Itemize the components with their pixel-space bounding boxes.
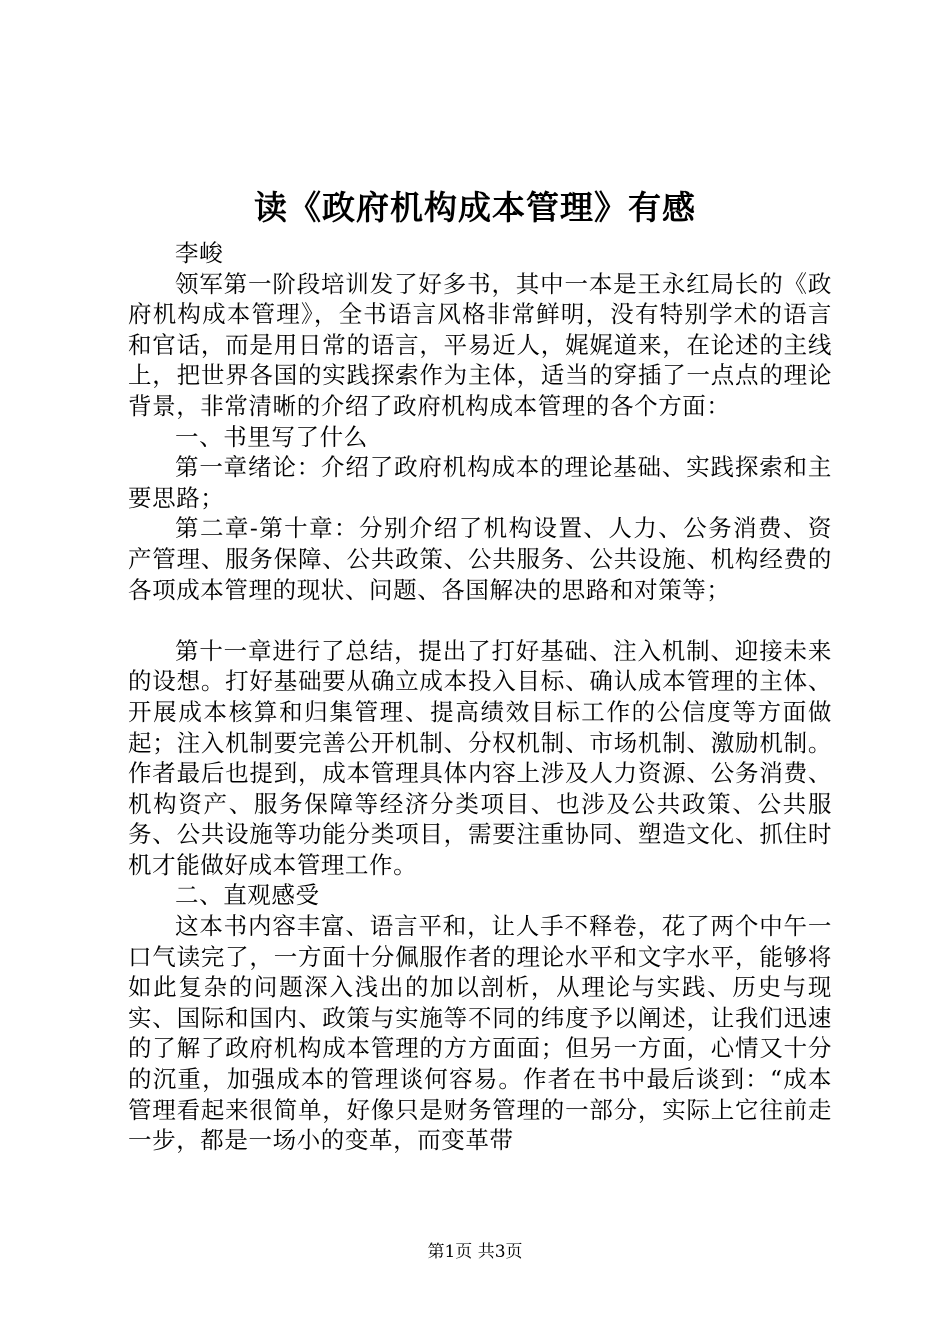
author-name: 李峻 bbox=[175, 239, 224, 267]
paragraph-chapter-11: 第十一章进行了总结，提出了打好基础、注入机制、迎接未来的设想。打好基础要从确立成本投入目标、确认成本管理的主体、开展成本核算和归集管理、提高绩效目标工作的公信度等方面做起；注入机制要完善公开机制、分权机制、市场机制、激励机制。作者最后也提到，成本管理具体内容上涉及人力资源、公务消费、机构资产、服务保障等经济分类项目、也涉及公共政策、公共服务、公共设施等功能分类项目，需要注重协同、塑造文化、抓住时机才能做好成本管理工作。 bbox=[128, 636, 832, 879]
document-body bbox=[128, 238, 832, 1156]
blank-line bbox=[128, 605, 832, 636]
section-heading-impressions: 二、直观感受 bbox=[175, 881, 320, 910]
paragraph-chapter-1: 第一章绪论：介绍了政府机构成本的理论基础、实践探索和主要思路； bbox=[128, 453, 832, 512]
page-indicator: 第1页 共3页 bbox=[427, 1242, 523, 1262]
paragraph-intro: 领军第一阶段培训发了好多书，其中一本是王永红局长的《政府机构成本管理》，全书语言风格非常鲜明，没有特别学术的语言和官话，而是用日常的语言，平易近人，娓娓道来，在论述的主线上，把世界各国的实践探索作为主体，适当的穿插了一点点的理论背景，非常清晰的介绍了政府机构成本管理的各个方面： bbox=[128, 269, 832, 420]
section-heading-contents: 一、书里写了什么 bbox=[175, 422, 368, 451]
paragraph-impressions: 这本书内容丰富、语言平和，让人手不释卷，花了两个中午一口气读完了，一方面十分佩服作者的理论水平和文字水平，能够将如此复杂的问题深入浅出的加以剖析，从理论与实践、历史与现实、国际和国内、政策与实施等不同的纬度予以阐述，让我们迅速的了解了政府机构成本管理的方方面面；但另一方面，心情又十分的沉重，加强成本的管理谈何容易。作者在书中最后谈到：“成本管理看起来很简单，好像只是财务管理的一部分，实际上它往前走一步，都是一场小的变革，而变革带 bbox=[128, 912, 832, 1155]
document-title: 读《政府机构成本管理》有感 bbox=[254, 188, 696, 227]
paragraph-chapter-2-10: 第二章-第十章：分别介绍了机构设置、人力、公务消费、资产管理、服务保障、公共政策、公共服务、公共设施、机构经费的各项成本管理的现状、问题、各国解决的思路和对策等； bbox=[128, 514, 832, 604]
